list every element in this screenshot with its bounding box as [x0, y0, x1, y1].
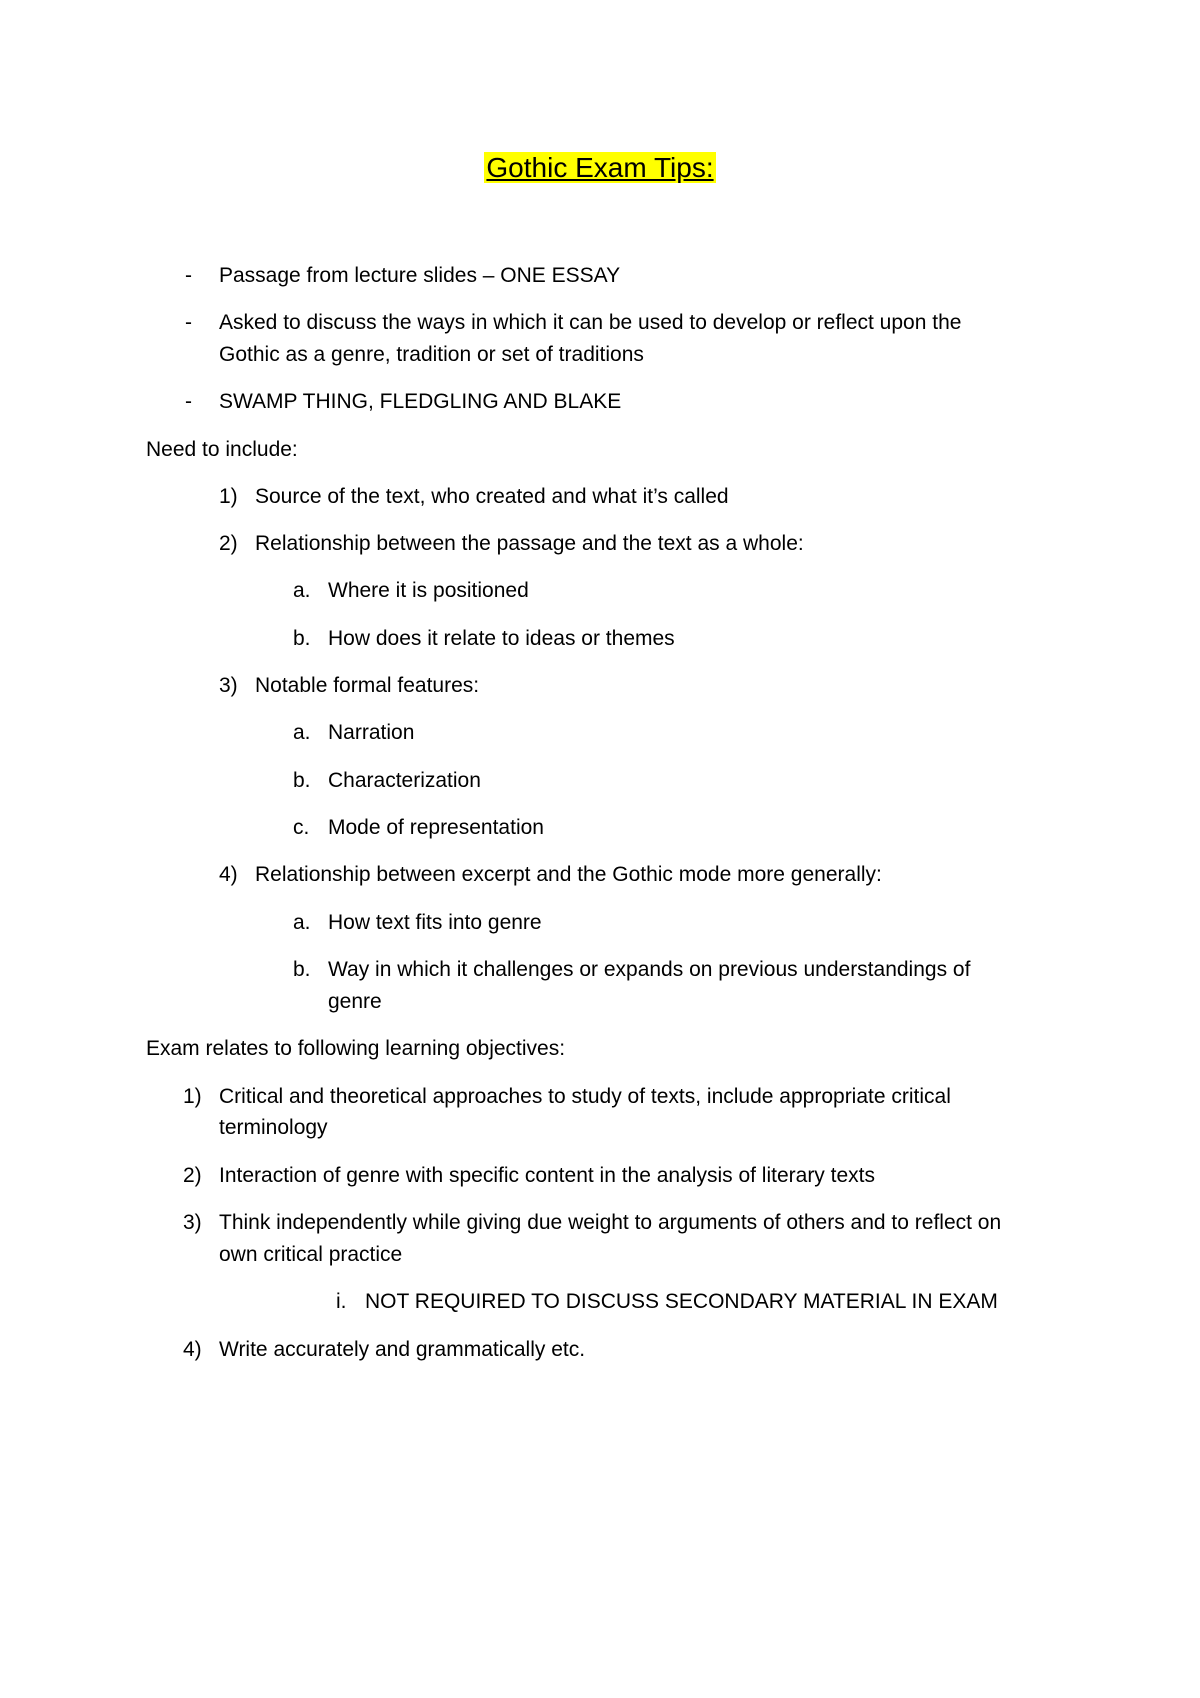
sub-list-marker: a. — [293, 579, 311, 602]
sub-list-marker: a. — [293, 911, 311, 934]
sub-list-item: Way in which it challenges or expands on previous understandings of — [328, 958, 971, 981]
dash-bullet: - — [185, 311, 192, 334]
bullet-text: SWAMP THING, FLEDGLING AND BLAKE — [219, 390, 622, 413]
sub-list-marker: b. — [293, 627, 311, 650]
list-marker: 2) — [183, 1164, 202, 1187]
list-item: Notable formal features: — [255, 674, 480, 697]
list-item: Relationship between excerpt and the Gothic mode more generally: — [255, 863, 882, 886]
list-item: Think independently while giving due weight to arguments of others and to reflect on — [219, 1211, 1002, 1234]
list-marker: 1) — [219, 485, 238, 508]
sub-list-item: How does it relate to ideas or themes — [328, 627, 675, 650]
list-item: own critical practice — [219, 1243, 403, 1266]
sub-list-marker: c. — [293, 816, 310, 839]
title-text: Gothic Exam Tips: — [486, 152, 714, 183]
sub-list-marker: a. — [293, 721, 311, 744]
sub-list-item: NOT REQUIRED TO DISCUSS SECONDARY MATERIAL IN EXAM — [365, 1290, 998, 1313]
list-item: Interaction of genre with specific content in the analysis of literary texts — [219, 1164, 875, 1187]
sub-list-item: Characterization — [328, 769, 481, 792]
list-marker: 1) — [183, 1085, 202, 1108]
sub-list-item: Narration — [328, 721, 415, 744]
list-marker: 3) — [183, 1211, 202, 1234]
sub-list-marker: b. — [293, 958, 311, 981]
dash-bullet: - — [185, 264, 192, 287]
page-title — [0, 150, 1200, 186]
list-item: Source of the text, who created and what it’s called — [255, 485, 729, 508]
list-marker: 4) — [183, 1338, 202, 1361]
list-item: Critical and theoretical approaches to study of texts, include appropriate critical — [219, 1085, 951, 1108]
sub-list-marker: b. — [293, 769, 311, 792]
list-item: Relationship between the passage and the text as a whole: — [255, 532, 804, 555]
sub-list-item: Where it is positioned — [328, 579, 529, 602]
dash-bullet: - — [185, 390, 192, 413]
sub-list-marker: i. — [336, 1290, 347, 1313]
bullet-text: Gothic as a genre, tradition or set of traditions — [219, 343, 644, 366]
list-marker: 4) — [219, 863, 238, 886]
sub-list-item: genre — [328, 990, 382, 1013]
list-marker: 2) — [219, 532, 238, 555]
bullet-text: Passage from lecture slides – ONE ESSAY — [219, 264, 621, 287]
sub-list-item: How text fits into genre — [328, 911, 542, 934]
section-heading: Need to include: — [146, 438, 298, 461]
list-item: terminology — [219, 1116, 328, 1139]
bullet-text: Asked to discuss the ways in which it can be used to develop or reflect upon the — [219, 311, 962, 334]
section-heading: Exam relates to following learning objectives: — [146, 1037, 566, 1060]
list-item: Write accurately and grammatically etc. — [219, 1338, 586, 1361]
list-marker: 3) — [219, 674, 238, 697]
sub-list-item: Mode of representation — [328, 816, 544, 839]
